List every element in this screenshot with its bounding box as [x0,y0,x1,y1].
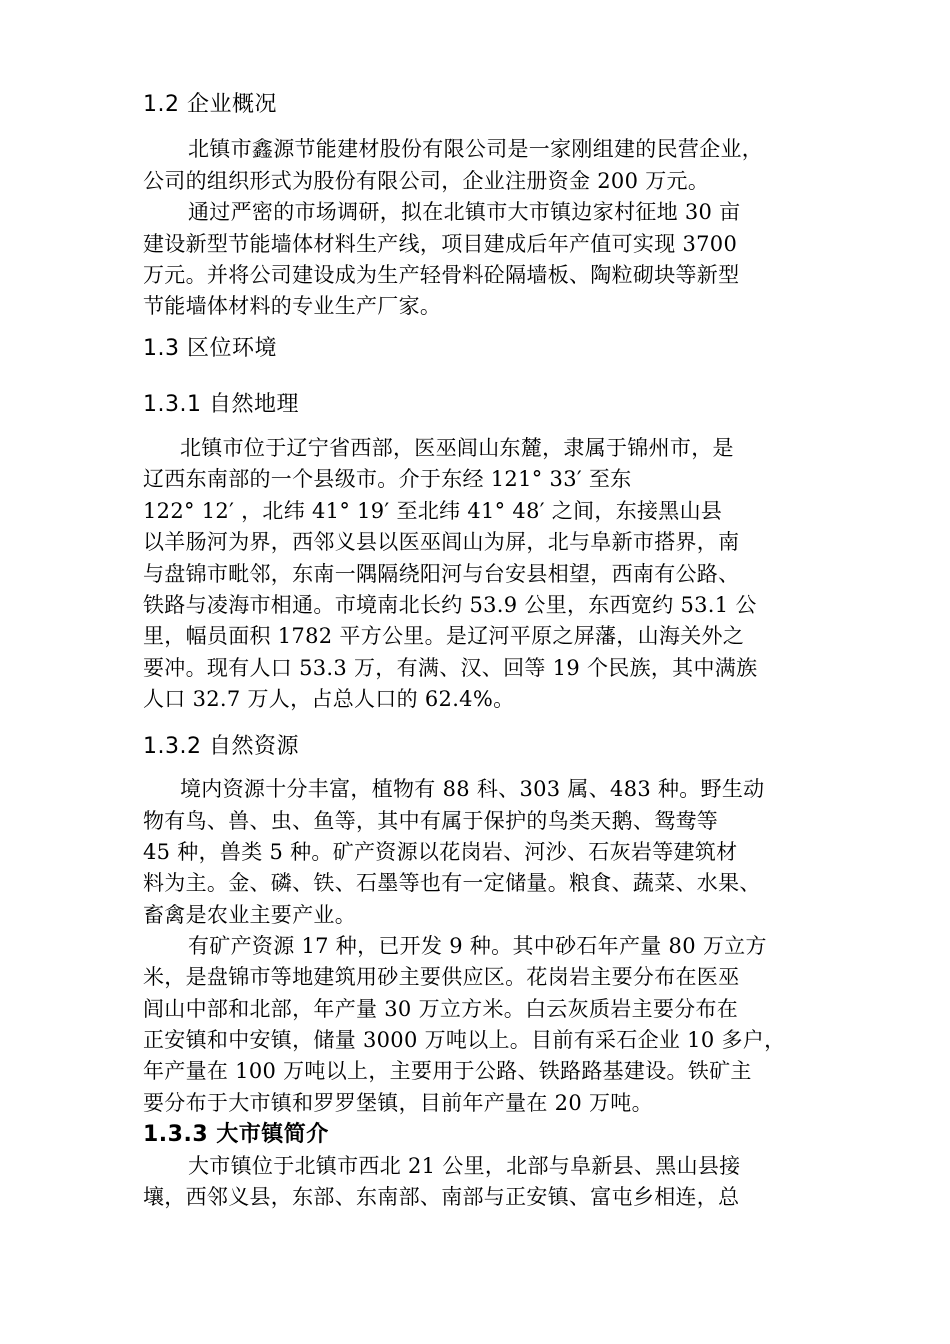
paragraph-line: 与盘锦市毗邻，东南一隅隔绕阳河与台安县相望，西南有公路、 [143,562,740,586]
paragraph-line: 畜禽是农业主要产业。 [143,903,356,927]
paragraph-line: 人口 32.7 万人，占总人口的 62.4%。 [143,687,515,711]
paragraph-line: 万元。并将公司建设成为生产轻骨料砼隔墙板、陶粒砌块等新型 [143,263,740,287]
section-heading-1-2: 1.2 企业概况 [143,92,277,117]
paragraph-line: 米，是盘锦市等地建筑用砂主要供应区。花岗岩主要分布在医巫 [143,965,740,989]
paragraph-line: 北镇市位于辽宁省西部，医巫闾山东麓，隶属于锦州市，是 [180,436,734,460]
paragraph-line: 建设新型节能墙体材料生产线，项目建成后年产值可实现 3700 [143,232,738,256]
section-heading-1-3: 1.3 区位环境 [143,336,277,361]
paragraph-line: 要分布于大市镇和罗罗堡镇，目前年产量在 20 万吨。 [143,1091,653,1115]
paragraph-line: 北镇市鑫源节能建材股份有限公司是一家刚组建的民营企业， [188,137,764,161]
paragraph-line: 有矿产资源 17 种，已开发 9 种。其中砂石年产量 80 万立方 [188,934,767,958]
paragraph-line: 公司的组织形式为股份有限公司，企业注册资金 200 万元。 [143,169,710,193]
paragraph-line: 壤，西邻义县，东部、东南部、南部与正安镇、富屯乡相连，总 [143,1185,740,1209]
paragraph-line: 以羊肠河为界，西邻义县以医巫闾山为屏，北与阜新市搭界，南 [143,530,740,554]
paragraph-line: 45 种，兽类 5 种。矿产资源以花岗岩、河沙、石灰岩等建筑材 [143,840,738,864]
paragraph-line: 里，幅员面积 1782 平方公里。是辽河平原之屏藩，山海关外之 [143,624,745,648]
paragraph-line: 要冲。现有人口 53.3 万，有满、汉、回等 19 个民族，其中满族 [143,656,758,680]
paragraph-line: 正安镇和中安镇，储量 3000 万吨以上。目前有采石企业 10 多户， [143,1028,786,1052]
paragraph-line: 境内资源十分丰富，植物有 88 科、303 属、483 种。野生动 [180,777,765,801]
paragraph-line: 通过严密的市场调研，拟在北镇市大市镇边家村征地 30 亩 [188,200,741,224]
paragraph-line: 闾山中部和北部，年产量 30 万立方米。白云灰质岩主要分布在 [143,997,739,1021]
paragraph-line: 辽西东南部的一个县级市。介于东经 121° 33′ 至东 [143,467,632,491]
paragraph-line: 节能墙体材料的专业生产厂家。 [143,294,442,318]
paragraph-line: 铁路与凌海市相通。市境南北长约 53.9 公里，东西宽约 53.1 公 [143,593,757,617]
paragraph-line: 大市镇位于北镇市西北 21 公里，北部与阜新县、黑山县接 [188,1154,741,1178]
paragraph-line: 年产量在 100 万吨以上，主要用于公路、铁路路基建设。铁矿主 [143,1059,752,1083]
section-heading-1-3-1: 1.3.1 自然地理 [143,392,299,417]
paragraph-line: 料为主。金、磷、铁、石墨等也有一定储量。粮食、蔬菜、水果、 [143,871,761,895]
section-heading-1-3-3: 1.3.3 大市镇简介 [143,1122,329,1147]
paragraph-line: 物有鸟、兽、虫、鱼等，其中有属于保护的鸟类天鹅、鸳鸯等 [143,809,719,833]
section-heading-1-3-2: 1.3.2 自然资源 [143,734,299,759]
paragraph-line: 122° 12′ ，北纬 41° 19′ 至北纬 41° 48′ 之间，东接黑山县 [143,499,723,523]
